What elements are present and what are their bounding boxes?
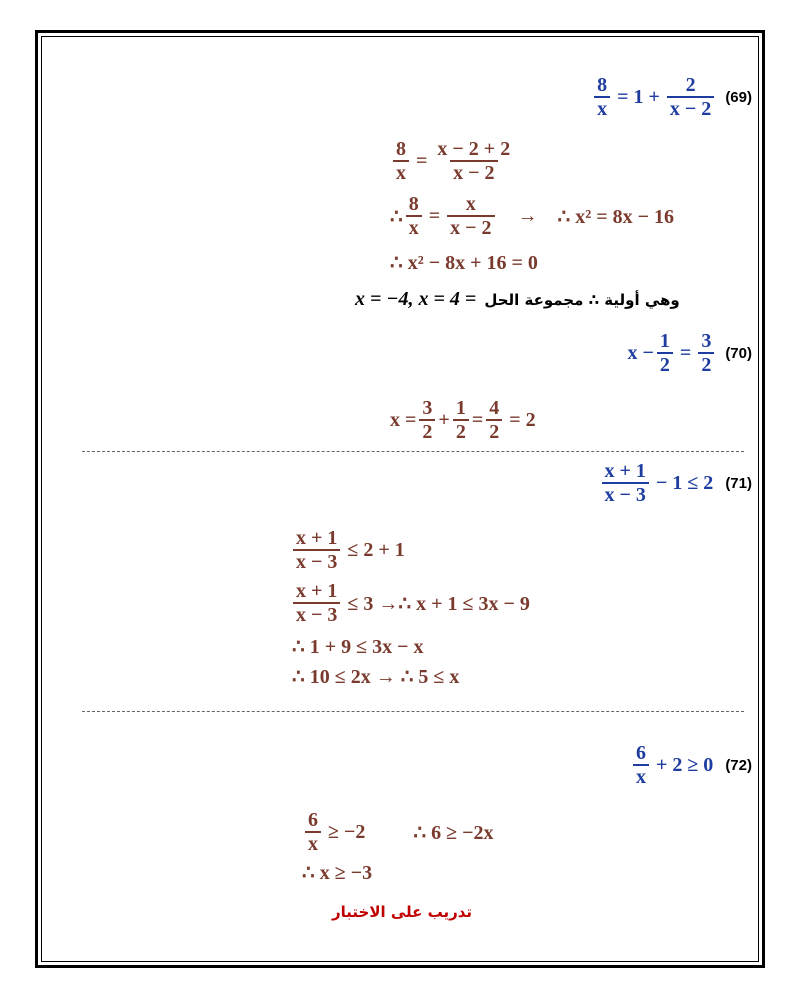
problem-number-72: (72) <box>725 756 752 774</box>
problem-72-equation: $\frac{6}{x}$ + 2 ≥ 0 (72) <box>630 742 752 788</box>
problem-number-70: (70) <box>725 344 752 362</box>
section-divider <box>82 451 744 452</box>
problem-69-equation: $\frac{8}{x}$ = 1 + $\frac{2}{x - 2}$ (69) <box>591 74 752 120</box>
problem-69-step-1: $\frac{8}{x}$ = $\frac{x - 2 + 2}{x - 2}$ <box>390 138 516 184</box>
problem-72-step-2: ∴ x ≥ −3 <box>302 862 373 884</box>
practice-test-link[interactable]: تدريب على الاختبار <box>332 903 473 921</box>
problem-70-equation: x − $\frac{1}{2}$ = $\frac{3}{2}$ (70) <box>627 330 752 376</box>
problem-71-step-2: $\frac{x + 1}{x - 3}$ ≤ 3 →∴ x + 1 ≤ 3x − 9 <box>290 580 534 626</box>
problem-69-solution-set: x = −4, x = 4 = وهي أولية ∴ مجموعة الحل <box>355 288 680 310</box>
problem-71-equation: $\frac{x + 1}{x - 3}$ − 1 ≤ 2 (71) <box>599 460 752 506</box>
problem-70-step-1: x = $\frac{3}{2}$ + $\frac{1}{2}$ = $\frac{4}{2}$ = 2 <box>390 397 536 443</box>
section-divider <box>82 711 744 712</box>
problem-71-step-3: ∴ 1 + 9 ≤ 3x − x <box>292 636 424 658</box>
problem-number-71: (71) <box>725 474 752 492</box>
fraction: $\frac{2}{x - 2}$ <box>667 74 714 120</box>
problem-72-step-1: $\frac{6}{x}$ ≥ −2 ∴ 6 ≥ −2x <box>302 809 493 855</box>
problem-number-69: (69) <box>725 88 752 106</box>
problem-71-step-1: $\frac{x + 1}{x - 3}$ ≤ 2 + 1 <box>290 527 409 573</box>
problem-69-step-3: ∴ x² − 8x + 16 = 0 <box>390 252 538 274</box>
problem-71-step-4: ∴ 10 ≤ 2x → ∴ 5 ≤ x <box>292 666 460 688</box>
problem-69-step-2: ∴ $\frac{8}{x}$ = $\frac{x}{x - 2}$ → ∴ x² = 8x − 16 <box>390 193 675 239</box>
fraction: $\frac{8}{x}$ <box>594 74 610 120</box>
